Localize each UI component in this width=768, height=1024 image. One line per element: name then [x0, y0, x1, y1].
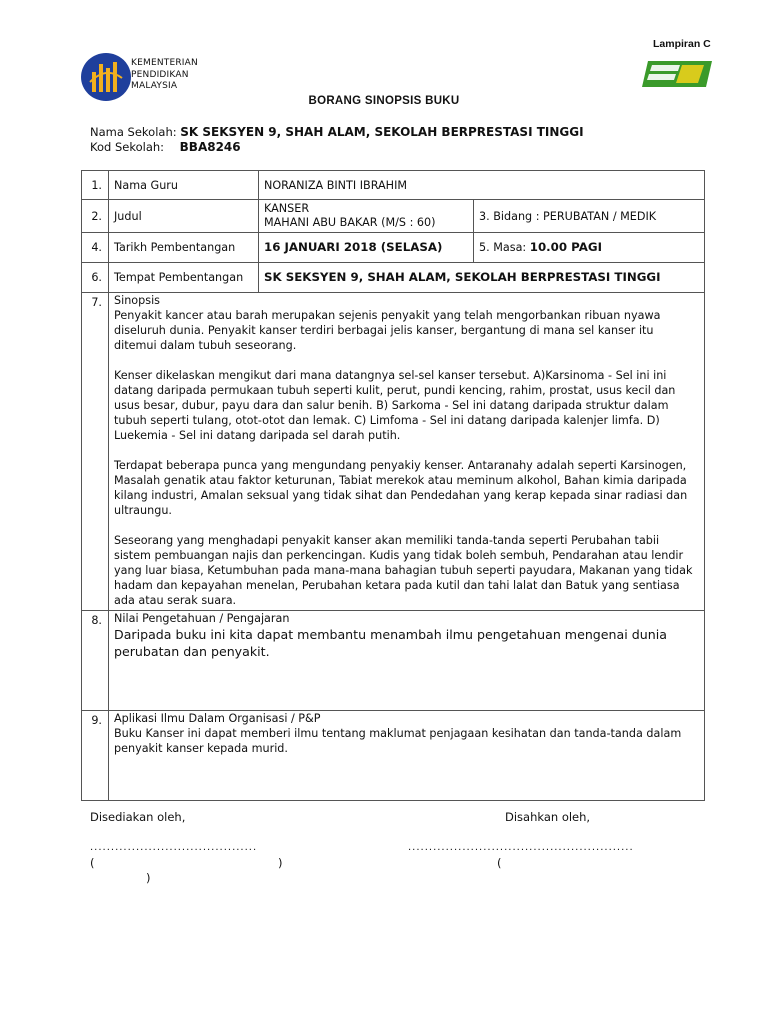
application-label: Aplikasi Ilmu Dalam Organisasi / P&P: [114, 712, 321, 725]
synopsis-cell: [109, 293, 705, 611]
form-title: BORANG SINOPSIS BUKU: [308, 95, 460, 107]
book-author-value: MAHANI ABU BAKAR (M/S : 60): [264, 216, 436, 229]
date-value: 16 JANUARI 2018 (SELASA): [259, 233, 474, 263]
synopsis-form-table: [81, 170, 705, 801]
book-title-label: Judul: [109, 200, 259, 233]
table-row: [82, 711, 705, 801]
school-info: [90, 125, 584, 155]
row-number: 9.: [82, 711, 109, 801]
ministry-line: MALAYSIA: [131, 81, 178, 91]
date-label: Tarikh Pembentangan: [109, 233, 259, 263]
synopsis-paragraph: Terdapat beberapa punca yang mengundang penyakiy kenser. Antaranahy adalah seperti Karsinogen, Masalah genatik atau faktor keturunan, Tabiat merekok atau meminum alkohol, Bahan kimia daripada kilang industri, Amalan seksual yang tidak sihat dan Pendedahan yang kerap kepada sinar radiasi dan ultraungu.: [114, 459, 688, 517]
venue-label: Tempat Pembentangan: [109, 263, 259, 293]
synopsis-paragraph: Seseorang yang menghadapi penyakit kanser akan memiliki tanda-tanda seperti Perubahan tabii sistem pembuangan najis dan perkencingan. Kudis yang tidak boleh sembuh, Pendarahan atau lendir yang luar biasa, Ketumbuhan pada mana-mana bahagian tubuh seperti payudara, Makanan yang tidak hadam dan kepayahan menelan, Perubahan ketara pada kutil dan tahi lalat dan Batuk yang sentiasa ada atau serak suara.: [114, 534, 693, 607]
teacher-name-value: NORANIZA BINTI IBRAHIM: [259, 171, 705, 200]
row-number: 6.: [82, 263, 109, 293]
ministry-line: PENDIDIKAN: [131, 69, 189, 80]
ministry-name: [131, 58, 198, 93]
time-value: 10.00 PAGI: [529, 240, 602, 254]
knowledge-cell: [109, 611, 705, 711]
book-title-value: KANSER: [264, 202, 310, 215]
school-code-label: Kod Sekolah:: [90, 140, 165, 154]
name-paren-open-right: (: [497, 856, 502, 870]
teacher-name-label: Nama Guru: [109, 171, 259, 200]
synopsis-paragraph: Penyakit kancer atau barah merupakan sejenis penyakit yang telah mengorbankan ribuan nyawa diseluruh dunia. Penyakit kanser terdiri berbagai jelis kanser, bergantung di mana sel kanser itu ditemui dalam tubuh seseorang.: [114, 309, 661, 352]
school-name-value: SK SEKSYEN 9, SHAH ALAM, SEKOLAH BERPRESTASI TINGGI: [180, 125, 584, 139]
row-number: 4.: [82, 233, 109, 263]
bpg-logo: [640, 59, 712, 89]
time-cell: [474, 233, 705, 263]
synopsis-paragraph: Kenser dikelaskan mengikut dari mana datangnya sel-sel kanser tersebut. A)Karsinoma - Sel ini ini datang daripada permukaan tubuh seperti kulit, perut, pundi kencing, rahim, prostat, usus kecil dan usus besar, dubur, payu dara dan salur benih. B) Sarkoma - Sel ini datang daripada struktur dalam tubuh seperti tulang, otot-otot dan lemak. C) Limfoma - Sel ini datang daripada kalenjer limfa. D) Luekemia - Sel ini datang daripada sel darah putih.: [114, 369, 676, 442]
signature-line-right: ......................................................: [408, 842, 634, 853]
book-title-cell: [259, 200, 474, 233]
row-number: 2.: [82, 200, 109, 233]
row-number: 8.: [82, 611, 109, 711]
table-row: [82, 611, 705, 711]
synopsis-label: Sinopsis: [114, 294, 161, 307]
venue-value: SK SEKSYEN 9, SHAH ALAM, SEKOLAH BERPRESTASI TINGGI: [259, 263, 705, 293]
application-value: Buku Kanser ini dapat memberi ilmu tentang maklumat penjagaan kesihatan dan tanda-tanda dalam penyakit kanser kepada murid.: [114, 727, 682, 755]
table-row: [82, 293, 705, 611]
table-row: [82, 263, 705, 293]
row-number: 7.: [82, 293, 109, 611]
application-cell: [109, 711, 705, 801]
prepared-by-label: Disediakan oleh,: [90, 810, 186, 824]
time-label: 5. Masa:: [479, 241, 527, 254]
signature-line-left: ........................................: [90, 842, 258, 853]
knowledge-value: Daripada buku ini kita dapat membantu menambah ilmu pengetahuan mengenai dunia perubatan dan penyakit.: [114, 627, 667, 659]
school-name-label: Nama Sekolah:: [90, 125, 177, 139]
name-paren-close-left: ): [278, 856, 283, 870]
name-paren-open-left: (: [90, 856, 95, 870]
table-row: [82, 200, 705, 233]
appendix-label: Lampiran C: [653, 38, 711, 50]
table-row: [82, 171, 705, 200]
name-paren-close-right: ): [146, 871, 151, 885]
row-number: 1.: [82, 171, 109, 200]
school-code-value: BBA8246: [179, 140, 241, 154]
knowledge-label: Nilai Pengetahuan / Pengajaran: [114, 612, 290, 625]
field-value: 3. Bidang : PERUBATAN / MEDIK: [474, 200, 705, 233]
ministry-line: KEMENTERIAN: [131, 58, 198, 68]
table-row: [82, 233, 705, 263]
approved-by-label: Disahkan oleh,: [505, 810, 591, 824]
